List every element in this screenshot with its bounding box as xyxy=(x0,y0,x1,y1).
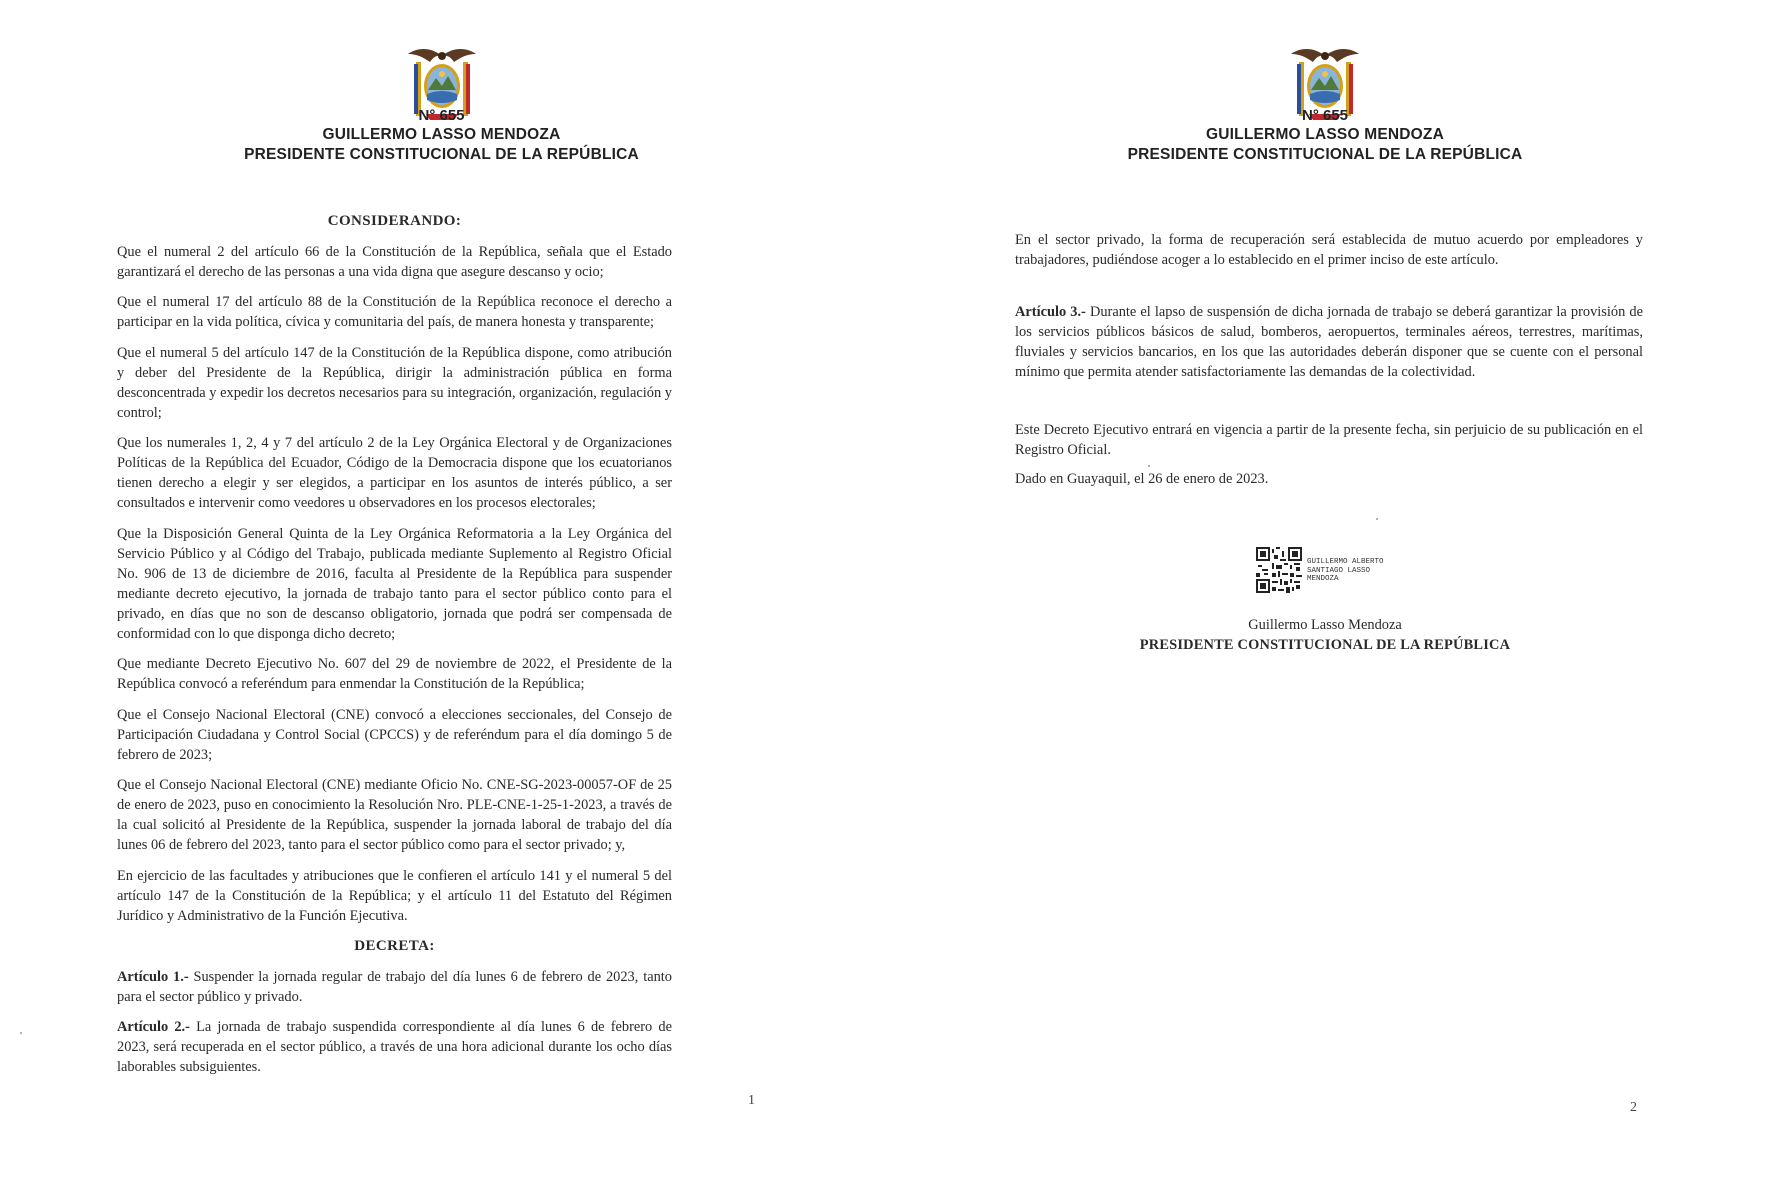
article-1-label: Artículo 1.- xyxy=(117,968,189,985)
considerando-paragraph: Que la Disposición General Quinta de la Ley Orgánica Reformatoria a la Ley Orgánica del Servicio Público y al Código del Trabajo, publicada mediante Suplemento al Registro Oficial No. 906 de 13 de diciembre de 2016, faculta al Presidente de la República para suspender mediante decreto ejecutivo, la jornada de trabajo tanto para el sector público conto para el privado, en días que no son de descanso obligatorio, jornada que podrá ser compensada de conformidad con lo que disponga dicho decreto; xyxy=(117,525,672,642)
article-2-label: Artículo 2.- xyxy=(117,1019,190,1035)
decree-number: N° 655 xyxy=(418,107,465,124)
considerando-paragraph: Que el Consejo Nacional Electoral (CNE) convocó a elecciones seccionales, del Consejo de Participación Ciudadana y Control Social (CPCCS) y de referéndum para el día domingo 5 de febrero de 2023; xyxy=(117,706,672,763)
president-name: GUILLERMO LASSO MENDOZA xyxy=(1206,126,1444,143)
signature-block xyxy=(1083,615,1567,655)
document-page-1 xyxy=(0,0,883,1200)
article-1 xyxy=(117,967,672,1007)
qr-caption-line: MENDOZA xyxy=(1307,575,1339,583)
considerando-paragraph: Que el numeral 17 del artículo 88 de la Constitución de la República reconoce el derecho a participar en la vida política, cívica y comunitaria del país, de manera honesta y transparente; xyxy=(117,294,672,330)
decree-header xyxy=(883,106,1767,165)
article-2-text: La jornada de trabajo suspendida correspondiente al día lunes 6 de febrero de 2023, será recuperada en el sector público, a través de una hora adicional durante los ocho días laborables subsiguientes. xyxy=(117,1019,672,1075)
article-1-text: Suspender la jornada regular de trabajo del día lunes 6 de febrero de 2023, tanto para el sector público y privado. xyxy=(117,968,672,1005)
considerando-paragraph: Que el numeral 5 del artículo 147 de la Constitución de la República dispone, como atribución y deber del Presidente de la República, dirigir la administración pública en forma desconcentrada y expedir los decretos necesarios para su integración, organización, regulación y control; xyxy=(117,344,672,421)
page-number-1: 1 xyxy=(748,1093,755,1108)
article-3-text: Durante el lapso de suspensión de dicha jornada de trabajo se deberá garantizar la provisión de los servicios públicos básicos de salud, bomberos, aeropuertos, terminales aéreos, terrestres, marítimas, fluviales y servicios bancarios, en los que las autoridades deberán disponer que se cuente con el personal mínimo que permita atender satisfactoriamente las demandas de la colectividad. xyxy=(1015,304,1643,380)
considerando-paragraph: En ejercicio de las facultades y atribuciones que le confieren el artículo 141 y el numeral 5 del artículo 147 de la Constitución de la República; y el artículo 11 del Estatuto del Régimen Jurídico y Administrativo de la Función Ejecutiva. xyxy=(117,867,672,924)
president-title: PRESIDENTE CONSTITUCIONAL DE LA REPÚBLICA xyxy=(244,146,639,163)
decreta-heading: DECRETA: xyxy=(354,938,435,954)
signer-title: PRESIDENTE CONSTITUCIONAL DE LA REPÚBLICA xyxy=(1139,637,1511,653)
considerando-paragraph: Que el Consejo Nacional Electoral (CNE) mediante Oficio No. CNE-SG-2023-00057-OF de 25 de enero de 2023, puso en conocimiento la Resolución Nro. PLE-CNE-1-25-1-2023, a través de la cual solicitó al Presidente de la República, suspender la jornada laboral de trabajo del día lunes 06 de febrero del 2023, tanto para el sector público como para el sector privado; y, xyxy=(117,777,672,853)
scan-speck xyxy=(1148,465,1150,467)
qr-caption-line: SANTIAGO LASSO xyxy=(1307,566,1371,575)
private-sector-paragraph: En el sector privado, la forma de recuperación será establecida de mutuo acuerdo por empleadores y trabajadores, pudiéndose acoger a lo establecido en el primer inciso de este artículo. xyxy=(1015,232,1643,268)
article-3 xyxy=(1015,302,1643,382)
decree-header xyxy=(0,106,883,165)
considerando-heading: CONSIDERANDO: xyxy=(327,213,462,229)
qr-signature-icon xyxy=(1256,547,1302,593)
signer-name: Guillermo Lasso Mendoza xyxy=(1248,617,1402,633)
qr-signer-caption xyxy=(1307,558,1384,584)
article-2 xyxy=(117,1017,672,1077)
scan-speck xyxy=(20,1032,22,1034)
decree-body-page-2 xyxy=(1015,230,1643,500)
article-3-label: Artículo 3.- xyxy=(1015,304,1086,320)
decree-body-page-1 xyxy=(117,211,672,1088)
dado-paragraph: Dado en Guayaquil, el 26 de enero de 2023. xyxy=(1015,471,1269,487)
decree-number: N° 655 xyxy=(1301,107,1349,124)
document-page-2 xyxy=(883,0,1767,1200)
vigencia-paragraph: Este Decreto Ejecutivo entrará en vigencia a partir de la presente fecha, sin perjuicio de su publicación en el Registro Oficial. xyxy=(1015,422,1643,458)
page-number-2: 2 xyxy=(1630,1100,1637,1115)
considerando-paragraph: Que mediante Decreto Ejecutivo No. 607 del 29 de noviembre de 2022, el Presidente de la República convocó a referéndum para enmendar la Constitución de la República; xyxy=(117,656,672,692)
qr-caption-line: GUILLERMO ALBERTO xyxy=(1307,558,1384,566)
scan-speck xyxy=(1376,518,1378,520)
president-title: PRESIDENTE CONSTITUCIONAL DE LA REPÚBLICA xyxy=(1127,146,1523,163)
considerando-paragraph: Que el numeral 2 del artículo 66 de la Constitución de la República, señala que el Estado garantizará el derecho de las personas a una vida digna que asegure descanso y ocio; xyxy=(117,243,672,280)
considerando-paragraph: Que los numerales 1, 2, 4 y 7 del artículo 2 de la Ley Orgánica Electoral y de Organizaciones Políticas de la República del Ecuador, Código de la Democracia dispone que los ecuatorianos tienen derecho a elegir y ser elegidos, a participar en los asuntos de interés público, a ser consultados e intervenir como veedores u observadores en los procesos electorales; xyxy=(117,435,672,511)
president-name: GUILLERMO LASSO MENDOZA xyxy=(322,126,561,143)
